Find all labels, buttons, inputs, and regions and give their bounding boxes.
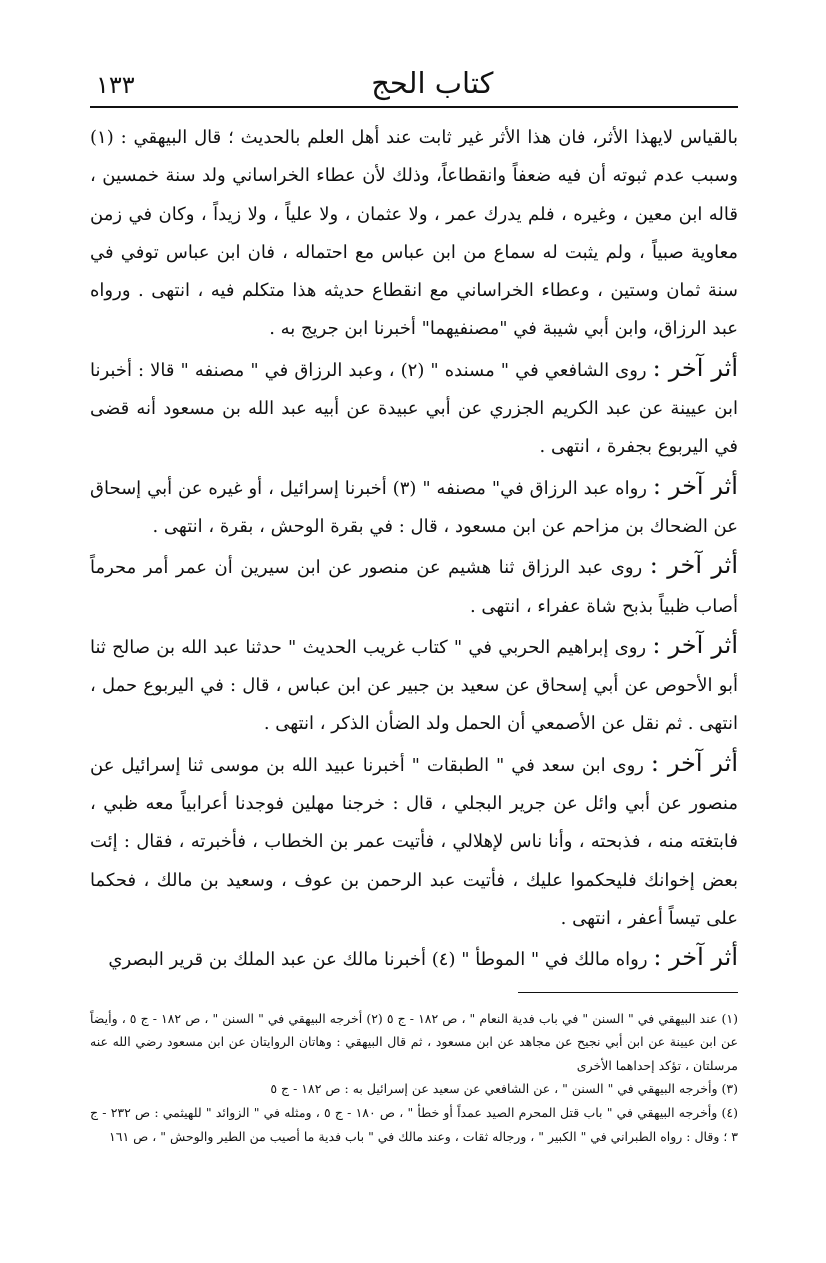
paragraph-4 (90, 546, 738, 626)
paragraph-text: روى الشافعي في " مسنده " (٢) ، وعبد الرزاق في " مصنفه " قالا : أخبرنا ابن عيينة عن عبد الكريم الجزري عن أبي عبيدة عن أبيه عبد الله بن مسعود أنه قضى في اليربوع بجفرة ، انتهى . (90, 359, 738, 458)
header-rule (90, 106, 738, 108)
footnote-1-2: (١) عند البيهقي في " السنن " في باب فدية النعام " ، ص ١٨٢ - ج ٥ (٢) أخرجه البيهقي في " السنن " ، ص ١٨٢ - ج ٥ ، وأيضاً عن ابن عيينة عن ابن أبي نجيح عن مجاهد عن ابن مسعود ، ثم قال البيهقي : وهاتان الروايتان عن ابن مسعود رضي الله عنه مرسلتان ، تؤكد إحداهما الأخرى (90, 1010, 738, 1073)
paragraph-3 (90, 467, 738, 547)
running-head (90, 66, 738, 100)
footnote-4: (٤) وأخرجه البيهقي في " باب قتل المحرم الصيد عمداً أو خطأ " ، ص ١٨٠ - ج ٥ ، ومثله في " الزوائد " للهيثمي : ص ٢٣٢ - ج ٣ ؛ وقال : رواه الطبراني في " الكبير " ، ورجاله ثقات ، وعند مالك في " باب فدية ما أصيب من الطير والوحش " ، ص ١٦١ (90, 1104, 738, 1144)
running-title: كتاب الحج (371, 66, 494, 100)
paragraph-text: رواه عبد الرزاق في" مصنفه " (٣) أخبرنا إسرائيل ، أو غيره عن أبي إسحاق عن الضحاك بن مزاحم عن ابن مسعود ، قال : في بقرة الوحش ، بقرة ، انتهى . (90, 477, 738, 537)
paragraph-text: روى إبراهيم الحربي في " كتاب غريب الحديث " حدثنا عبد الله بن صالح ثنا أبو الأحوص عن أبي إسحاق عن سعيد بن جبير عن ابن عباس ، قال : في اليربوع حمل ، انتهى . ثم نقل عن الأصمعي أن الحمل ولد الضأن الذكر ، انتهى . (90, 636, 738, 735)
paragraph-text: روى عبد الرزاق ثنا هشيم عن منصور عن ابن سيرين أن عمر أمر محرماً أصاب ظبياً بذبح شاة عفراء ، انتهى . (90, 557, 738, 617)
paragraph-lead: أثر آخر : (652, 353, 738, 382)
paragraph-2 (90, 349, 738, 467)
paragraph-lead: أثر آخر : (650, 748, 738, 777)
footnotes (90, 1007, 738, 1149)
main-text (90, 116, 738, 980)
paragraph-lead: أثر آخر : (652, 630, 738, 659)
paragraph-lead: أثر آخر : (653, 943, 738, 972)
paragraph-lead: أثر آخر : (652, 471, 738, 500)
page-number: ١٣٣ (96, 71, 135, 99)
paragraph-6 (90, 744, 738, 938)
footnote-rule (518, 992, 738, 993)
paragraph-text: رواه مالك في " الموطأ " (٤) أخبرنا مالك عن عبد الملك بن قرير البصري (108, 949, 648, 971)
footnote-3: (٣) وأخرجه البيهقي في " السنن " ، عن الشافعي عن سعيد عن إسرائيل به : ص ١٨٢ - ج ٥ (270, 1081, 738, 1097)
paragraph-lead: أثر آخر : (649, 551, 738, 580)
paragraph-5 (90, 626, 738, 744)
paragraph-text: بالقياس لايهذا الأثر، فان هذا الأثر غير ثابت عند أهل العلم بالحديث ؛ قال البيهقي : (١) وسبب عدم ثبوته أن فيه ضعفاً وانقطاعاً، وذلك لأن عطاء الخراساني ولد سنة خمسين ، قاله ابن معين ، وغيره ، فلم يدرك عمر ، ولا عثمان ، ولا علياً ، ولا زيداً ، وكان في زمن معاوية صبياً ، ولم يثبت له سماع من ابن عباس مع احتماله ، فان ابن عباس توفي في سنة ثمان وستين ، وعطاء الخراساني مع انقطاع حديثه هذا متكلم فيه ، انتهى . ورواه عبد الرزاق، وابن أبي شيبة في "مصنفيهما" أخبرنا ابن جريج به . (90, 127, 738, 340)
paragraph-1 (90, 116, 738, 349)
paragraph-text: روى ابن سعد في " الطبقات " أخبرنا عبيد الله بن موسى ثنا إسرائيل عن منصور عن أبي وائل عن جرير البجلي ، قال : خرجنا مهلين فوجدنا أعرابياً معه ظبي ، فابتغته منه ، فذبحته ، وأنا ناس لإهلالي ، فأتيت عمر بن الخطاب ، فأخبرته ، فقال : إئت بعض إخوانك فليحكموا عليك ، فأتيت عبد الرحمن بن عوف ، وسعيد بن مالك ، فحكما على تيساً أعفر ، انتهى . (90, 754, 738, 929)
paragraph-7 (90, 938, 738, 979)
